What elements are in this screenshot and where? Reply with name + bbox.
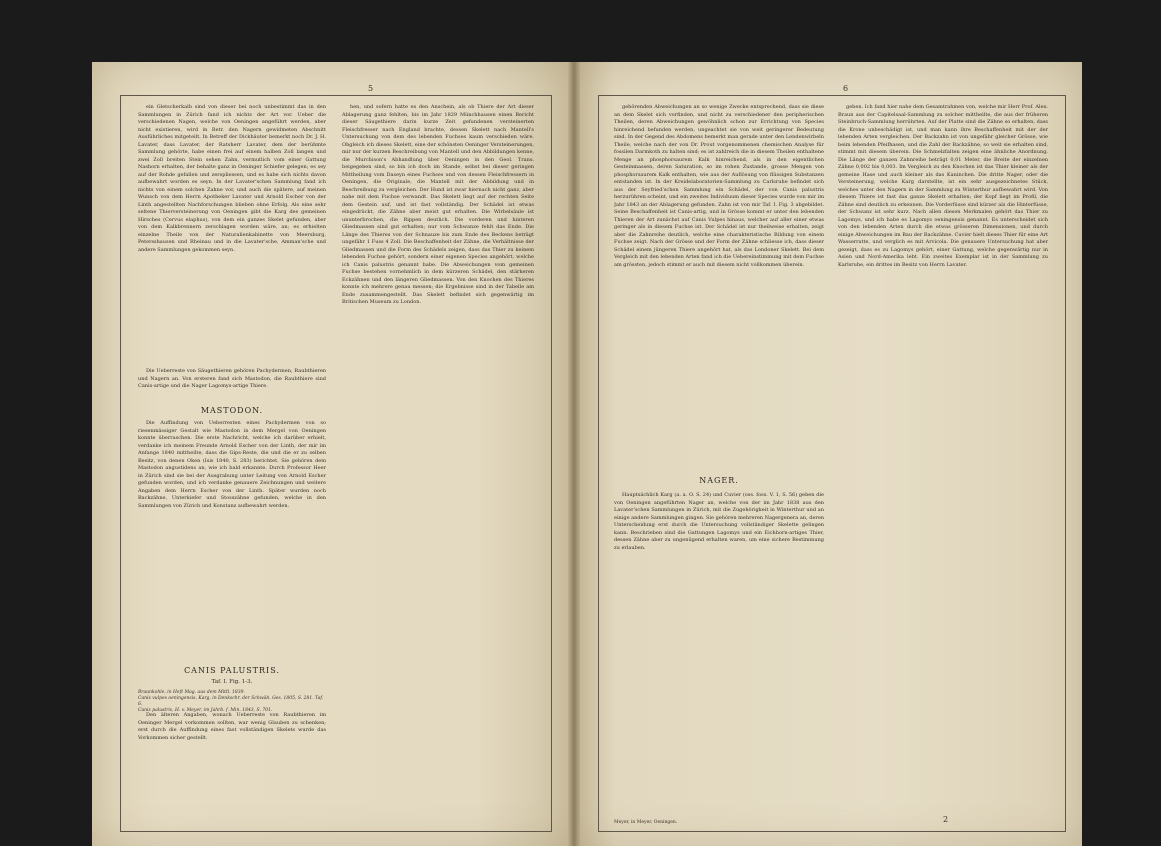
paragraph: Hauptsächlich Karg (a. a. O. S. 24) und Cuvier (oss. foss. V. 1, S. 56) geben die von Oeningen angeführten Nager an, welche von der im Jahr 1838 aus den Lavater'schen Sammlungen in Zürich, mit die Zugehörigkeit in Winterthur und an einige andere Sammlungen gingen. Sie gehören mehreren Nagergenera an, deren Unterscheidung erst durch die Untersuchung vollständiger Skelette gelingen kann. Beschrieben sind die Gattungen Lagomys und ein Eichhorn-artiges Thier, dessen Zähne aber zu ungenügend erhalten waren, um eine sichere Bestimmung zu erlauben. xyxy=(614,492,824,551)
left-col1-mastodon-text xyxy=(138,420,326,660)
paragraph: Die Auffindung von Ueberresten eines Pachydermen von so riesenmässiger Gestalt wie Mastodon in dem Mergel von Oeningen konnte überraschen. Die erste Nachricht, welche ich darüber erhielt, verdanke ich meinem Freunde Arnold Escher von der Linth, der mir im Anfange 1840 mittheilte, dass die Gips-Reste, die und die er zu selben Besitz, von denen Oken (Isis 1840, S. 283) berichtet. Sie gehören dem Mastodon angustidens an, wie ich bald erkannte. Durch Professor Heer in Zürich sind sie bei der Ausgrabung unter Leitung von Arnold Escher gefunden worden, und ich verdanke genauere Zeichnungen und weitere Angaben dem Herrn Escher von der Linth. Später wurden noch Backzähne, Unterkiefer und Stosszähne gefunden, welche in den Sammlungen von Zürich und Konstanz aufbewahrt werden. xyxy=(138,420,326,509)
paragraph: Die Ueberreste von Säugethieren gehören Pachydermen, Raubthieren und Nagern an. Von ersteren fand sich Mastodon, die Raubthiere sind Canis-artige und die Nager Lagomys-artige Thiere. xyxy=(138,368,326,389)
paragraph: ein Gletscherkalb sind von dieser bei noch unbestimmt das in den Sammlungen in Zürich fand ich nichts der Art vor. Ueber die verschiedenen Nagen, welche von Oeningen angeführt werden, aber nicht existieren, wird in Betr. den Nagern gewidmeten Abschnitt Ausführliches mitgeteilt. In Betreff der Dickhäuter bemerkt noch Dr. J. H. Lavater, dass Lavater, der Ratsherr Lavater, dem der berühmte Sammlung gehörte, habe einen frei auf einem halben Zoll langen und zwei Zoll breiten Stein sehen Zahn, vermutlich vom einer Gattung Nashorn erhalten, der behalte ganz in Oeninger Schiefer gelegen; es sey auf der Rohde gefallen und zerspliessen, und es habe sich nichts davon aufbewahrt worden es seyn. In der Lavater'schen Sammlung fand ich nichts von einem solchen Zahne vor, und auch die spätere, auf meinen Wunsch von dem Herrn Apotheker Lavater und Arnold Escher von der Linth angestellten Nachforschungen blieben ohne Erfolg. Als eine sehr seltene Thierversteinerung von Oeningen gibt die Karg des gemeinen Hirsches (Cervus elaphus), von dem ein ganzes Skelet gefunden, aber von dem Kalkbrennern zerschlagen worden wäre, an; es erhielten einzelne Theile von der Naturalienkabinette von Meersburg, Petersshausen und Rheinau und in die Lavater'sche, Amman'sche und andere Sammlungen gekommen seyn. xyxy=(138,104,326,253)
right-col1-nager-text xyxy=(614,492,824,817)
footer-note: Meyer, in Meyer, Oeningen. xyxy=(614,820,678,825)
right-col2-text xyxy=(838,104,1048,810)
synonym-entry: Canis vulpes oeningensis, Karg, in Denkschr. der Schwäb. Ges. 1805, S. 281. Taf. 6. xyxy=(138,696,324,707)
paragraph: hen, und sofern hatte es den Anschein, als ob Thiere der Art dieser Ablagerung ganz fehlten, bis im Jahr 1829 Münchhausen einen Bericht dieser Säugethiere darin kurze Zeit gefundenen versteinerten Fleischfresser nach England brachte, dessen Skelett nach Mantell's Untersuchung von dem des lebenden Fuchses kaum verschieden wäre. Obgleich ich dieses Skelett, eine der schönsten Oeninger Versteinerungen, mir nur der kurzen Beschreibung von Mantell und den Abbildungen kenne, die Murchison's Abhandlung über Oeningen in den Geol. Trans. beigegeben sind, so bin ich doch im Stande, selbst bei dieser geringen Mittheilung vom Daseyn eines Fuchses und von dessen Fleischfressern in Oeningen, die Originale, die Mantell mit der Abbildung und in Beschreibung zu vergleichen. Der Hund ist zwar hiernach nicht ganz, aber nahe mit dem Fuchse verwandt. Das Skelett liegt auf der rechten Seite dem Gestein auf, und ist fast vollständig. Der Schädel ist etwas eingedrückt, die Zähne aber meist gut erhalten. Die Wirbelsäule ist ununterbrochen, die Rippen deutlich. Die vorderen und hinteren Gliedmassen sind gut erhalten; nur vom Schwanze fehlt das Ende. Die Länge des Thieres von der Schnauze bis zum Ende des Beckens beträgt ungefähr 1 Fuss 4 Zoll. Die Beschaffenheit der Zähne, die Verhältnisse der Gliedmassen und die Form des Schädels zeigen, dass das Thier zu keinem lebenden Fuchse gehört, sondern einer eigenen Species angehört, welche ich Canis palustris genannt habe. Die Abweichungen vom gemeinen Fuchse bestehen vornehmlich in dem kürzeren Schädel, den stärkeren Eckzähnen und den längeren Gliedmassen. Von den Knochen des Thieres konnte ich mehrere genau messen; die Ergebnisse sind in der Tabelle am Ende zusammengestellt. Das Skelett befindet sich gegenwärtig im Britischen Museum zu London. xyxy=(342,104,534,305)
paragraph: geben. Ich fand hier nahe dem Gesamtrahmen von, welche mir Herr Prof. Alex. Braun aus der Capitelsaal-Sammlung zu solcher mittheilte, die aus der früheren Steinbruch-Sammlung herrührten. Auf der Platte sind die Zähne so erhalten, dass die Krone unbeschädigt ist, und man kann ihre Beschaffenheit mit der der lebenden Arten vergleichen. Der Backzahn ist von ungefähr gleicher Grösse, wie beim lebenden Pfeifhasen, und die Zahl der Backzähne, so weit sie erhalten sind, stimmt mit diesem überein. Die Schmelzfalten zeigen eine ähnliche Anordnung. Die Länge der ganzen Zahnreihe beträgt 0,01 Meter, die Breite der einzelnen Zähne 0,002 bis 0,003. Im Vergleich zu den Knochen ist das Thier kleiner als der gemeine Hase und auch kleiner als das Kaninchen. Die dritte Nager, oder die Versteinerung, welche Karg darstellte, ist ein sehr ausgezeichnetes Stück, welches unter den Nagern in der Sammlung zu Winterthur aufbewahrt wird. Von diesem Thiere ist fast das ganze Skelett erhalten; der Kopf liegt im Profil, die Zähne sind deutlich zu erkennen. Die Vorderfüsse sind kürzer als die Hinterfüsse, der Schwanz ist sehr kurz. Nach allen diesen Merkmalen gehört das Thier zu Lagomys, und ich habe es Lagomys oeningensis genannt. Es unterscheidet sich von den lebenden Arten durch die etwas grösseren Dimensionen, und durch einige Abweichungen im Bau der Backzähne. Cuvier hielt dieses Thier für eine Art Wasserratte, und verglich es mit Arvicola. Die genauere Untersuchung hat aber gezeigt, dass es zu Lagomys gehört, einer Gattung, welche gegenwärtig nur in Asien und Nord-Amerika lebt. Ein zweites Exemplar ist in der Sammlung zu Karlsruhe, ein drittes im Besitz von Herrn Lavater. xyxy=(838,104,1048,268)
left-col1-intro xyxy=(138,104,326,366)
book-gutter xyxy=(568,62,580,846)
section-heading-canis: CANIS PALUSTRIS. xyxy=(184,666,280,675)
right-col1-text xyxy=(614,104,824,474)
section-heading-nager: NAGER. xyxy=(699,476,739,485)
section-heading-mastodon: MASTODON. xyxy=(200,406,264,415)
left-col1-summary xyxy=(138,368,326,400)
figure-reference: Taf. I. Fig. 1-3. xyxy=(211,679,253,685)
left-col1-canis-text xyxy=(138,712,326,822)
left-page-number: 5 xyxy=(368,84,374,93)
synonym-entry: Braunkohle, in Heft Mag. aus dem Mittl. 1839. xyxy=(138,690,245,695)
left-col2-text xyxy=(342,104,534,822)
right-page-number: 6 xyxy=(843,84,849,93)
synonym-entry: Canis palustris, H. v. Meyer, im Jahrb. f. Min. 1843, S. 701. xyxy=(138,708,273,713)
synonymy-list xyxy=(138,690,326,714)
paragraph: gehörenden Abweichungen an so wenige Zwecke entsprechend, dass sie diese an dem Skelet sich vorfinden, und nicht zu verschiedener den peripherischen Theilen, deren Abweichungen gewöhnlich schon zur Errichtung von Species hinreichend befunden werden, ungeachtet sie von weit geringerer Bedeutung sind. In der Gegend des Abdomens bemerkt man gerade unter den Lendenwirbeln Theile, welche nach der von Dr. Prout vorgenommenen chemischen Analyse für fossilen Darmkoth zu halten sind; es ist zahlreich die in diesem Theilen enthaltene Menge an phosphorsaurem Kalk hinreichend, als in den eigentlichen Gesteinmassen, deren Saturation, so im rohen Zustande, grosse Mengen von phosphorsaurem Kalk enthalten, wie aus der Auflösung von flüssigen Substanzen entstanden ist. In der Kreidelaboratorien-Sammlung zu Carlsruhe befindet sich aus der Seyfried'schen Sammlung ein Schädel, der von Canis palustris herzurühren scheint, und ein zweites Individuum dieser Species wurde von mir im Jahr 1843 an der Ablagerung gefunden. Zahn ist von mir Taf. I. Fig. 3 abgebildet. Seine Beschaffenheit ist Canis-artig, und in Grösse kommt er unter den lebenden Thieren der Art zunächst auf Canis Vulpes hinaus, welcher auf aller einer etwas geringer als in diesem Fuchse ist. Der Schädel ist nur theilweise erhalten, zeigt aber die Zahnreihe deutlich, welche eine charakteristische Bildung von einem Fuchse zeigt. Nach der Grösse und der Form der Zähne schliesse ich, dass dieser Schädel einem jüngeren Thiere angehört hat, als das Londoner Skelett. Bei dem Vergleich mit den lebenden Arten fand ich die Uebereinstimmung mit dem Fuchse am grössten, jedoch stimmt er auch mit diesem nicht vollkommen überein. xyxy=(614,104,824,268)
paragraph: Den älteren Angaben, wonach Ueberreste von Raubthieren im Oeninger Mergel vorkommen sollten, war wenig Glauben zu schenken; erst durch die Auffindung eines fast vollständigen Skelets wurde das Vorkommen sicher gestellt. xyxy=(138,712,326,741)
signature-mark: 2 xyxy=(943,815,949,824)
